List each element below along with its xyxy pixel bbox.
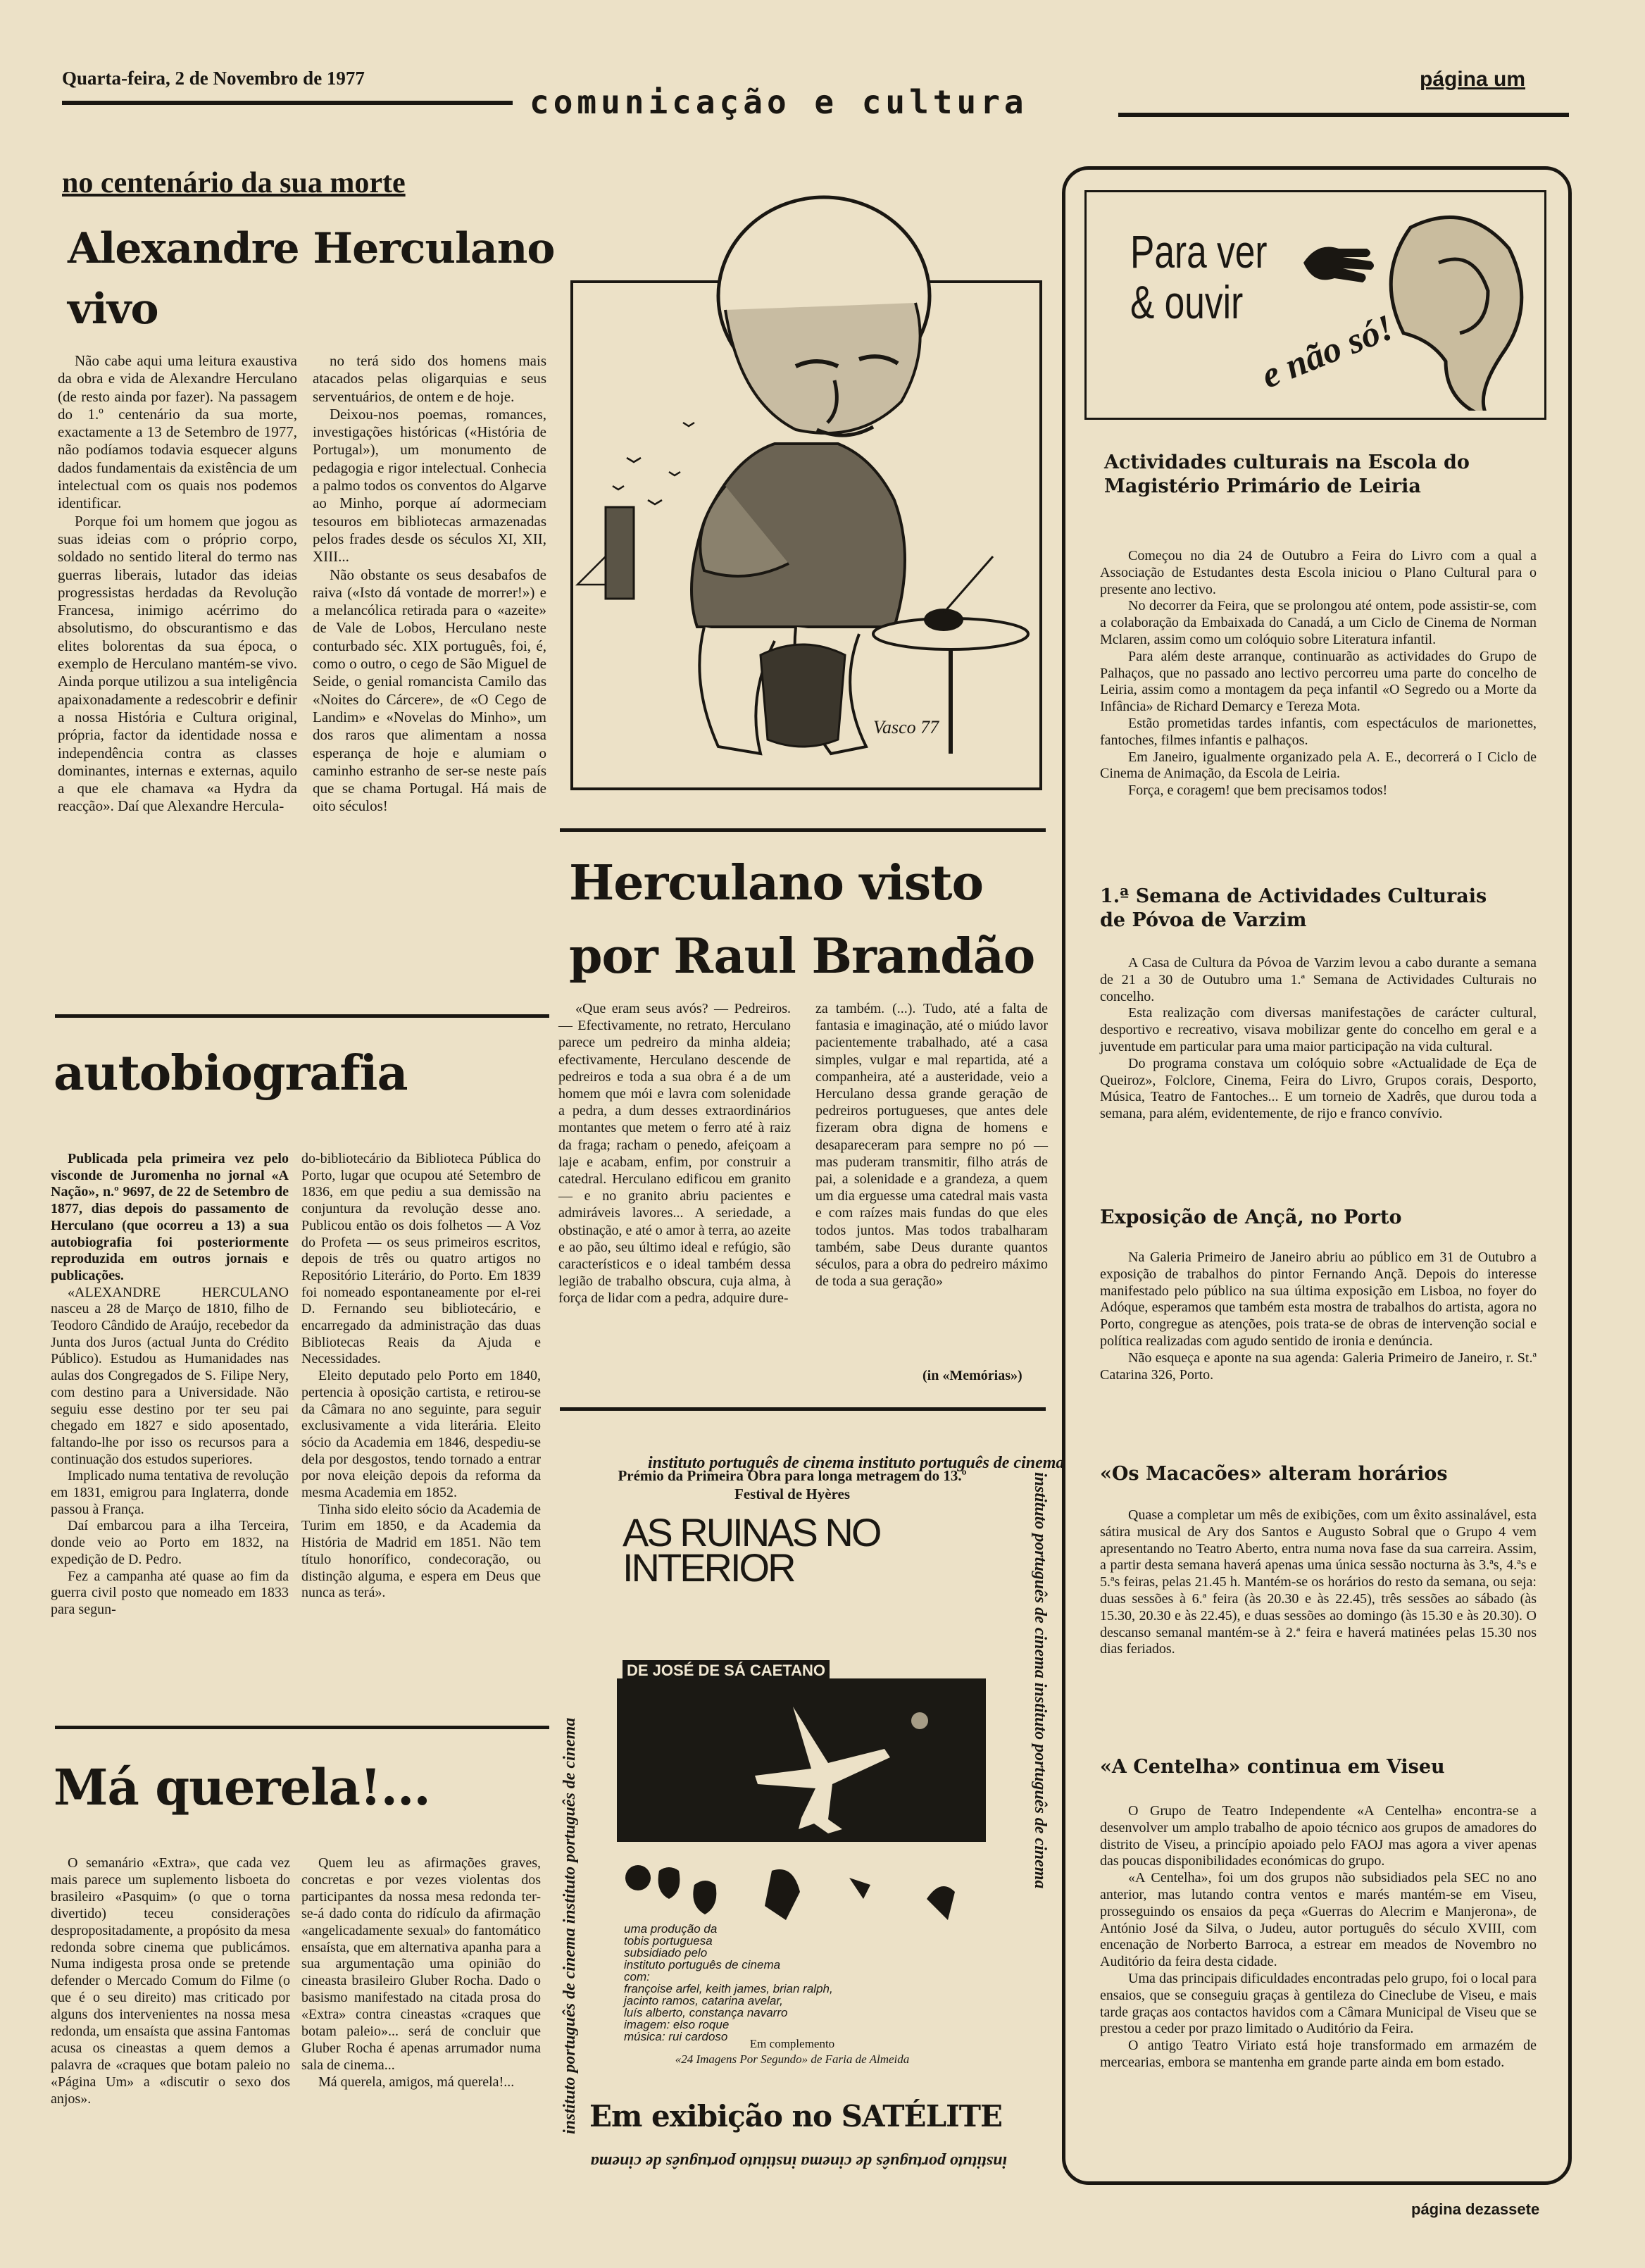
querela-title: Má querela!... bbox=[54, 1758, 430, 1817]
credit-line: uma produção da bbox=[624, 1922, 718, 1936]
masthead-section: comunicação e cultura bbox=[530, 83, 1028, 121]
paragraph: Daí embarcou para a ilha Terceira, donde veio ao Porto em 1832, na expedição de D. Pedro. bbox=[51, 1518, 289, 1567]
paragraph: Estão prometidas tardes infantis, com espectáculos de marionettes, fantoches, filmes infantis e palhaços. bbox=[1100, 715, 1537, 748]
herculano-title-line2: vivo bbox=[68, 285, 158, 334]
divider bbox=[560, 1407, 1046, 1411]
credit-line: com: bbox=[624, 1970, 650, 1983]
paragraph: Não cabe aqui uma leitura exaustiva da obra e vida de Alexandre Herculano (de resto ainda por fazer). Na passagem do 1.º centenário da sua morte, exactamente a 13 de Setembro de 1977, não podíamos todavia esquecer alguns dados fundamentais da existência de um intelectual com os quais nos podemos identificar. bbox=[58, 352, 297, 512]
paragraph: Tinha sido eleito sócio da Academia de Turim em 1850, e da Academia da História de Madrid em 1851. Não tem título honorífico, condecoração, ou distinção alguma, e espera em Deus que nunca as terá». bbox=[301, 1501, 541, 1601]
credit-line: françoise arfel, keith james, brian ralph, bbox=[624, 1982, 833, 1995]
divider bbox=[55, 1726, 549, 1729]
paragraph: Porque foi um homem que jogou as suas ideias com o próprio corpo, soldado no sentido literal do termo nas guerras liberais, lutador das ideias progressistas herdadas da Revolução Francesa, inimigo acérrimo do absolutismo, do obscurantismo e das elites bolorentas da sua época, o exemplo de Herculano mantém-se vivo. Ainda porque utilizou a sua inteligência apaixonadamente a redescobrir e definir a nossa História e Cultura original, própria, factor da identidade nossa e independência contra as classes dominantes, internas e externas, aquilo a que ele chamava «a Hydra da reacção». Daí que Alexandre Hercula- bbox=[58, 512, 297, 815]
brandao-column-2 bbox=[815, 1000, 1048, 1290]
paragraph: Esta realização com diversas manifestações de carácter cultural, desportivo e recreativo, visava mobilizar gente do concelho em geral e a juventude em particular para uma maior participação na vida cultural. bbox=[1100, 1005, 1537, 1054]
paragraph: Do programa constava um colóquio sobre «Actualidade de Eça de Queiroz», Folclore, Cinema, Feira do Livro, Grupos corais, Desporto, Música, Teatro de Fantoches... E um torneio de Xadrês, que durou toda a semana, para além, evidentemente, de rijo e franco convívio. bbox=[1100, 1055, 1537, 1122]
ad-supplement-label: Em complemento bbox=[749, 2037, 835, 2050]
sidebar-item-body bbox=[1100, 1507, 1537, 1658]
paragraph: Em Janeiro, igualmente organizado pela A. E., decorrerá o I Ciclo de Cinema de Animação, da Escola de Leiria. bbox=[1100, 749, 1537, 782]
paragraph: «Que eram seus avós? — Pedreiros. — Efectivamente, no retrato, Herculano parece um pedreiro da minha aldeia; efectivamente, Herculano descende de pedreiros e toda a sua obra é a de um homem que mói e lavra com solenidade a pedra, a dum desses extraordinários montantes que metem o ferro até à raiz da fraga; racham o penedo, afeiçoam a laje e acabam, enfim, por construir a catedral. Herculano edificou em granito — e no granito abriu pacientes e admiráveis lavores... A seriedade, a obstinação, e até o amor à terra, ao azeite e ao pão, seu último ideal e refúgio, são característicos e o ideal também dessa legião de trabalho obscura, cuja alma, à força de lidar com a pedra, adquire dure- bbox=[558, 1001, 791, 1307]
paragraph: Quase a completar um mês de exibições, com um êxito assinalável, esta sátira musical de Ary dos Santos e Augusto Sobral que o Grupo 4 vem apresentando no Teatro Aberto, entra numa nova fase da sua carreira. Assim, a partir desta semana haverá apenas uma única sessão nocturna às 3.ªs, 4.ªs e 5.ªs feiras, pelas 21.45 h. Mantém-se os horários do resto da semana, ou seja: duas sessões à 6.ª feira (às 20.30 e às 22.45), três sessões ao sábado (às 15.30, 20.30 e às 22.45), e duas sessões ao domingo (às 15.30 e às 20.30). O descanso semanal mantém-se à 2.ª feira e haverá matinées pelas 15.30 nos dias feriados. bbox=[1100, 1507, 1537, 1657]
film-poster bbox=[617, 1511, 986, 1842]
paragraph: Não obstante os seus desabafos de raiva («Isto dá vontade de morrer!») e a melancólica retirada para o «azeite» de Vale de Lobos, Herculano neste conturbado séc. XIX português, foi, é, como o outro, o cego de São Miguel de Seide, o genial romancista Camilo das «Noites do Cárcere», de «O Cego de Landim» e «Novelas do Minho», um dos raros que alimentam a nossa esperança de hoje e alumiam o caminho estranho de ser-se neste país que se chama Portugal. Há mais de oito séculos! bbox=[313, 566, 546, 815]
autobiografia-lead: Publicada pela primeira vez pelo visconde de Juromenha no jornal «A Nação», n.º 9697, de 22 de Setembro de 1877, dias depois do passamento de Herculano (que ocorreu a 13) a sua autobiografia foi posteriormente reproduzida em outros jornais e publicações. bbox=[51, 1151, 289, 1283]
ad-border-right: instituto português de cinema instituto português de cinema bbox=[1031, 1472, 1049, 1889]
caricature-signature: Vasco 77 bbox=[873, 717, 939, 737]
credit-line: subsidiado pelo bbox=[624, 1946, 708, 1959]
paragraph: Começou no dia 24 de Outubro a Feira do Livro com a qual a Associação de Estudantes desta Escola iniciou o Plano Cultural para o presente ano lectivo. bbox=[1100, 548, 1537, 597]
brandao-column-1 bbox=[558, 1000, 791, 1307]
autobiografia-column-2 bbox=[301, 1151, 541, 1602]
paragraph: no terá sido dos homens mais atacados pelas oligarquias e seus serventuários, de ontem e de hoje. bbox=[313, 352, 546, 405]
ear-icon bbox=[1382, 206, 1537, 411]
brandao-title-line1: Herculano visto bbox=[569, 855, 983, 911]
sidebar-item-title: Exposição de Ançã, no Porto bbox=[1100, 1207, 1402, 1228]
masthead-page-label: página um bbox=[1420, 68, 1526, 91]
sidebar-item-body bbox=[1100, 1803, 1537, 2071]
pointing-hand-icon bbox=[1298, 235, 1382, 298]
herculano-column-1 bbox=[58, 352, 297, 816]
paragraph: Força, e coragem! que bem precisamos todos! bbox=[1128, 783, 1388, 799]
ad-screening: Em exibição no SATÉLITE bbox=[589, 2099, 1003, 2133]
credit-line: tobis portuguesa bbox=[624, 1934, 713, 1948]
paragraph: Deixou-nos poemas, romances, investigações históricas («História de Portugal»), um monumento de pedagogia e rigor intelectual. Conhecia a palmo todos os conventos do Algarve ao Minho, porque aí adormeciam tesouros em bibliotecas armazenadas pelos frades desde os séculos XI, XII, XIII... bbox=[313, 405, 546, 566]
autobiografia-title: autobiografia bbox=[54, 1045, 408, 1102]
paragraph: Má querela, amigos, má querela!... bbox=[318, 2074, 515, 2090]
masthead-date: Quarta-feira, 2 de Novembro de 1977 bbox=[62, 68, 365, 89]
paragraph: «ALEXANDRE HERCULANO nasceu a 28 de Março de 1810, filho de Teodoro Cândido de Araújo, recebedor da Junta dos Juros (actual Junta do Crédito Público). Estudou as Humanidades nas aulas dos Congregados de S. Filipe Nery, com destino para a Universidade. Não seguiu esse destino por ter seu pai chegado em 1827 e sido aposentado, faltando-lhe por isso os recursos para a continuação dos estudos superiores. bbox=[51, 1284, 289, 1467]
paragraph: Não esqueça e aponte na sua agenda: Galeria Primeiro de Janeiro, r. St.ª Catarina 326, Porto. bbox=[1100, 1350, 1537, 1383]
herculano-kicker: no centenário da sua morte bbox=[62, 167, 406, 199]
ad-border-left: instituto português de cinema instituto português de cinema bbox=[561, 1717, 579, 2134]
querela-column-2 bbox=[301, 1855, 541, 2091]
film-title: AS RUINAS NO INTERIOR bbox=[623, 1511, 880, 1590]
footer-page-number: página dezassete bbox=[1411, 2200, 1540, 2218]
paragraph: Eleito deputado pelo Porto em 1840, pertencia à oposição cartista, e retirou-se da Câmara no ano seguinte, para seguir exclusivamente a vida literária. Eleito sócio da Academia em 1846, despediu-se dela por desgostos, tendo tornado a entrar por nova eleição depois da reforma da mesma Academia em 1852. bbox=[301, 1368, 541, 1501]
film-director: DE JOSÉ DE SÁ CAETANO bbox=[623, 1660, 830, 1681]
sidebar-item-title: «Os Macacões» alteram horários bbox=[1100, 1463, 1448, 1485]
sidebar-item-title: «A Centelha» continua em Viseu bbox=[1100, 1756, 1445, 1778]
ad-border-top: instituto português de cinema instituto português de cinema bbox=[648, 1454, 1065, 1472]
paragraph: za também. (...). Tudo, até a falta de fantasia e imaginação, até o miúdo lavor pacientemente trabalhado, até a casa simples, vulgar e mal repartida, até a companheira, até a austeridade, veio a Herculano dessa grande geração de pedreiros portugueses, que antes dele fizeram obra digna de homens e desapareceram para sempre no pó — mas puderam transmitir, filho atrás de pai, a solenidade e a grandeza, a quem um dia erguesse uma catedral mais vasta e com raízes mais fundas do que eles todos juntos. Mas todos trabalharam também, sabe Deus durante quantos séculos, para a obra do pedreiro máximo de toda a sua geração» bbox=[815, 1001, 1048, 1290]
credit-line: jacinto ramos, catarina avelar, bbox=[624, 1994, 783, 2007]
masthead-rule-right bbox=[1118, 113, 1569, 117]
credit-line: imagem: elso roque bbox=[624, 2018, 730, 2031]
masthead-rule-left bbox=[62, 101, 513, 105]
paragraph: O Grupo de Teatro Independente «A Centelha» encontra-se a desenvolver um amplo trabalho de apoio técnico aos grupos de amadores do distrito de Viseu, a princípio apoiado pelo FAOJ mas agora a viver apenas das poucas disponibilidades económicas do grupo. bbox=[1100, 1803, 1537, 1869]
paragraph: Fez a campanha até quase ao fim da guerra civil posto que nomeado em 1833 para segun- bbox=[51, 1568, 289, 1617]
ad-border-bottom: instituto português de cinema instituto português de cinema bbox=[590, 2152, 1007, 2171]
sidebar-header-tag: e não só! bbox=[1256, 307, 1399, 397]
sidebar-item-title: Actividades culturais na Escola do Magistério Primário de Leiria bbox=[1104, 451, 1470, 497]
autobiografia-column-1 bbox=[51, 1151, 289, 1619]
paragraph: «A Centelha», foi um dos grupos não subsidiados pela SEC no ano anterior, mas lutando contra ventos e marés mantém-se em Viseu, prosseguindo os ensaios da peça «Guerras do Alecrim e Manjerona», de António José da Silva, o Judeu, autor português do século XVIII, com encenação de Norberto Barroca, a estrear em meados de Novembro no Auditório da feira desta cidade. bbox=[1100, 1870, 1537, 1970]
paragraph: Uma das principais dificuldades encontradas pelo grupo, foi o local para ensaios, que se conseguiu graças à gentileza do Cineclube de Viseu, e mais tarde graças aos contactos havidos com a Câmara Municipal de Viseu que se prestou a ceder por prazo limitado o Auditório da Feira. bbox=[1100, 1970, 1537, 2037]
herculano-column-2 bbox=[313, 352, 546, 816]
sidebar-item-title: 1.ª Semana de Actividades Culturais de Póvoa de Varzim bbox=[1100, 885, 1487, 931]
credit-line: luís alberto, constança navarro bbox=[624, 2006, 788, 2019]
divider bbox=[55, 1014, 549, 1018]
ad-prize: Prémio da Primeira Obra para longa metragem do 13.º Festival de Hyères bbox=[618, 1467, 967, 1502]
sidebar-header-line2: & ouvir bbox=[1130, 276, 1244, 328]
cinema-advertisement bbox=[556, 1430, 1065, 2183]
paragraph: do-bibliotecário da Biblioteca Pública do Porto, lugar que ocupou até Setembro de 1836, em que pediu a sua demissão na conjuntura da revolução desse ano. Publicou então os dois folhetos — A Voz do Profeta — os seus primeiros escritos, depois de três ou quatro artigos no Repositório Literário, do Porto. Em 1839 foi nomeado espontaneamente por el-rei D. Fernando seu bibliotecário, e encarregado da administração das duas Bibliotecas Reais da Ajuda e Necessidades. bbox=[301, 1151, 541, 1367]
herculano-title-line1: Alexandre Herculano bbox=[68, 224, 555, 273]
paragraph: O antigo Teatro Viriato está hoje transformado em armazém de mercearias, embora se mantenha em grande parte ainda em bom estado. bbox=[1100, 2038, 1537, 2070]
herculano-caricature bbox=[563, 190, 1049, 810]
paragraph: Quem leu as afirmações graves, concretas e por vezes violentas dos participantes da nossa mesa redonda ter-se-á dado conta do ridículo da afirmação «angelicadamente sexual» do fantomático ensaísta, que em alternativa apanha para a sua argumentação uma opinião do cineasta brasileiro Gluber Rocha. Dado o basismo manifestado na citada prosa do «Extra» contra cineastas «craques que botam paleio»... será de concluir que Gluber Rocha é apenas arrumador numa sala de cinema... bbox=[301, 1855, 541, 2073]
credit-line: música: rui cardoso bbox=[624, 2030, 728, 2043]
paragraph: Implicado numa tentativa de revolução em 1831, emigrou para Inglaterra, donde passou à França. bbox=[51, 1468, 289, 1517]
paragraph: A Casa de Cultura da Póvoa de Varzim levou a cabo durante a semana de 21 a 30 de Outubro uma 1.ª Semana de Actividades Culturais no concelho. bbox=[1100, 955, 1537, 1004]
sidebar-item-body bbox=[1100, 548, 1537, 799]
paragraph: O semanário «Extra», que cada vez mais parece um suplemento lisboeta do brasileiro «Pasquim» (o que o torna divertido) teceu considerações despropositadamente, a propósito da mesa redonda sobre cinema que publicámos. Numa indigesta prosa onde se pretende defender o Mercado Comum do Filme (o que é o seu direito) mas criticado por alguns dos intervenientes na nossa mesa redonda, um ensaísta que assina Fantomas acusa os cineastas a quem demos a palavra de «craques que botam paleio no «Página Um» a «discutir o sexo dos anjos». bbox=[51, 1855, 290, 2107]
divider bbox=[560, 828, 1046, 832]
sidebar-item-body bbox=[1100, 955, 1537, 1123]
film-credits bbox=[624, 1923, 849, 2043]
paragraph: Para além deste arranque, continuarão as actividades do Grupo de Palhaços, que no passado ano lectivo percorreu uma parte do concelho de Leiria, assim como a montagem da peça infantil «O Segredo ou a Morte da Infância» de Richard Demarcy e Tereza Mota. bbox=[1100, 648, 1537, 715]
ad-supplement: «24 Imagens Por Segundo» de Faria de Almeida bbox=[675, 2052, 910, 2066]
caricature-drawing bbox=[563, 190, 1049, 810]
sidebar-header-line1: Para ver bbox=[1130, 225, 1268, 278]
paragraph: Na Galeria Primeiro de Janeiro abriu ao público em 31 de Outubro a exposição de trabalhos do pintor Fernando Ançã. Depois do interesse manifestado pelo público na sua última exposição em Lisboa, no foyer do Adóque, esperamos que também esta mostra de trabalhos do artista, agora no Porto, congregue as atenções, pois trata-se de obras de intervenção social e política realizadas com agudo sentido de ironia e denúncia. bbox=[1100, 1250, 1537, 1349]
airplane-icon bbox=[617, 1678, 986, 1842]
sidebar-header bbox=[1084, 190, 1546, 420]
brandao-title-line2: por Raul Brandão bbox=[569, 928, 1035, 985]
brandao-source: (in «Memórias») bbox=[922, 1368, 1022, 1383]
credit-line: instituto português de cinema bbox=[624, 1958, 781, 1971]
paragraph: No decorrer da Feira, que se prolongou até ontem, pode assistir-se, com a colaboração da Embaixada do Canadá, a um Ciclo de Cinema de Norman Mclaren, assim como um colóquio sobre Literatura infantil. bbox=[1100, 598, 1537, 647]
querela-column-1 bbox=[51, 1855, 290, 2108]
sidebar-item-body bbox=[1100, 1250, 1537, 1383]
